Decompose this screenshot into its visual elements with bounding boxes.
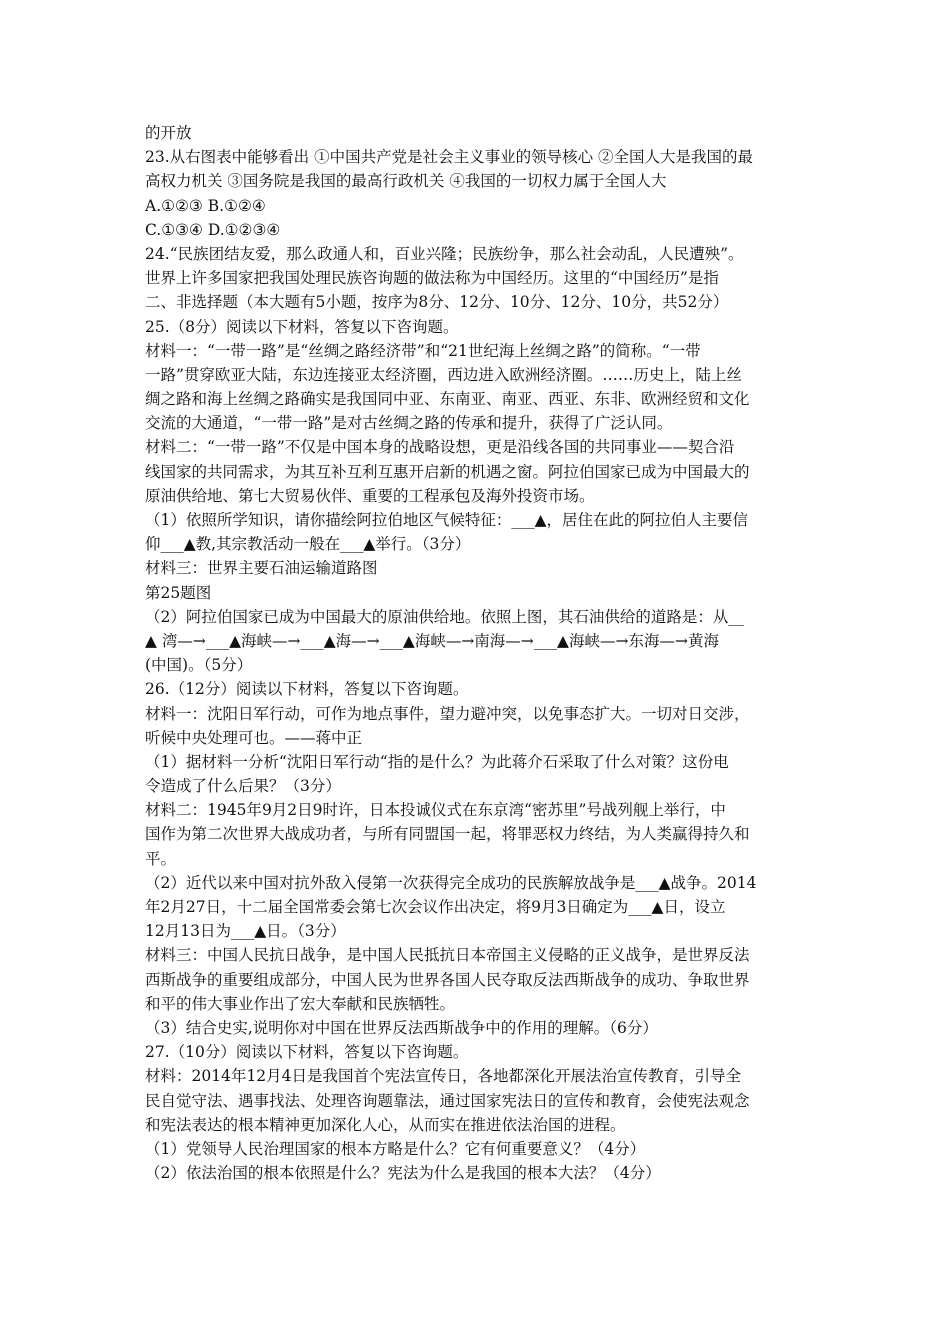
text-line: 材料一：“一带一路”是“丝绸之路经济带”和“21世纪海上丝绸之路”的简称。“一带 [145,341,701,360]
question-26-heading: 26.（12分）阅读以下材料，答复以下咨询题。 [145,680,469,699]
text-line: 材料二：1945年9月2日9时许，日本投诚仪式在东京湾“密苏里”号战列舰上举行，中 [145,801,726,820]
text-line: 原油供给地、第七大贸易伙伴、重要的工程承包及海外投资市场。 [145,486,595,505]
text-line: （1）据材料一分析“沈阳日军行动“指的是什么？为此蒋介石采取了什么对策？这份电 [145,752,729,771]
text-line: （2）依法治国的根本依照是什么？宪法为什么是我国的根本大法？（4分） [145,1164,661,1183]
figure-caption: 第25题图 [145,583,212,602]
text-line: 绸之路和海上丝绸之路确实是我国同中亚、东南亚、南亚、西亚、东非、欧洲经贸和文化 [145,390,750,409]
text-line: 民自觉守法、遇事找法、处理咨询题靠法，通过国家宪法日的宣传和教育，会使宪法观念 [145,1091,750,1110]
text-line: 西斯战争的重要组成部分，中国人民为世界各国人民夺取反法西斯战争的成功、争取世界 [145,970,750,989]
question-23-stem: 23.从右图表中能够看出 ①中国共产党是社会主义事业的领导核心 ②全国人大是我国的最 [145,148,754,167]
question-27-heading: 27.（10分）阅读以下材料，答复以下咨询题。 [145,1043,469,1062]
text-line: 的开放 [145,124,192,142]
question-25-heading: 25.（8分）阅读以下材料，答复以下咨询题。 [145,317,459,336]
text-line: (中国)。（5分） [145,656,253,675]
text-line: 国作为第二次世界大战成功者，与所有同盟国一起，将罪恶权力终结，为人类赢得持久和 [145,825,750,844]
text-line: 材料二：“一带一路”不仅是中国本身的战略设想，更是沿线各国的共同事业——契合沿 [145,438,735,457]
text-line: ▲ 湾—→___▲海峡—→___▲海—→___▲海峡—→南海—→___▲海峡—→东海—→黄海 [145,631,719,650]
document-page [145,121,815,1185]
text-line: （1）党领导人民治理国家的根本方略是什么？它有何重要意义？（4分） [145,1139,646,1158]
text-line: 交流的大通道，“一带一路”是对古丝绸之路的传承和提升，获得了广泛认同。 [145,414,673,433]
text-line: 材料：2014年12月4日是我国首个宪法宣传日，各地都深化开展法治宣传教育，引导全 [145,1067,742,1086]
question-23-options-ab: A.①②③ B.①②④ [145,196,266,215]
text-line: 听候中央处理可也。——蒋中正 [145,728,363,747]
text-line: 和宪法表达的根本精神更加深化人心，从而实在推进依法治国的进程。 [145,1115,626,1134]
text-line: 材料三：中国人民抗日战争，是中国人民抵抗日本帝国主义侵略的正义战争，是世界反法 [145,946,750,965]
text-line: 平。 [145,849,177,868]
text-line: 高权力机关 ③国务院是我国的最高行政机关 ④我国的一切权力属于全国人大 [145,172,667,191]
text-line: 线国家的共同需求，为其互补互利互惠开启新的机遇之窗。阿拉伯国家已成为中国最大的 [145,462,750,481]
text-line: 令造成了什么后果？（3分） [145,777,341,796]
text-line: 和平的伟大事业作出了宏大奉献和民族牺牲。 [145,994,456,1013]
text-line: （3）结合史实,说明你对中国在世界反法西斯战争中的作用的理解。（6分） [145,1018,658,1037]
text-line: （2）阿拉伯国家已成为中国最大的原油供给地。依照上图，其石油供给的道路是：从__ [145,607,744,626]
text-line: 仰___▲教,其宗教活动一般在___▲举行。（3分） [145,535,471,554]
text-line: （2）近代以来中国对抗外敌入侵第一次获得完全成功的民族解放战争是___▲战争。2014 [145,873,757,892]
text-line: 一路”贯穿欧亚大陆，东边连接亚太经济圈，西边进入欧洲经济圈。……历史上，陆上丝 [145,365,742,384]
question-24-stem: 24.“民族团结友爱，那么政通人和，百业兴隆；民族纷争，那么社会动乱，人民遭殃”。 [145,244,744,263]
section-heading: 二、非选择题（本大题有5小题，按序为8分、12分、10分、12分、10分，共52分） [145,293,729,312]
text-line: （1）依照所学知识，请你描绘阿拉伯地区气候特征：___▲，居住在此的阿拉伯人主要信 [145,511,749,529]
text-line: 12月13日为___▲日。（3分） [145,922,346,941]
text-line: 世界上许多国家把我国处理民族咨询题的做法称为中国经历。这里的“中国经历”是指 [145,269,719,288]
text-line: 材料三：世界主要石油运输道路图 [145,559,378,578]
text-line: 材料一：沈阳日军行动，可作为地点事件，望力避冲突，以免事态扩大。一切对日交涉， [145,704,750,723]
text-line: 年2月27日，十二届全国常委会第七次会议作出决定，将9月3日确定为___▲日，设立 [145,898,726,916]
question-23-options-cd: C.①③④ D.①②③④ [145,220,281,239]
